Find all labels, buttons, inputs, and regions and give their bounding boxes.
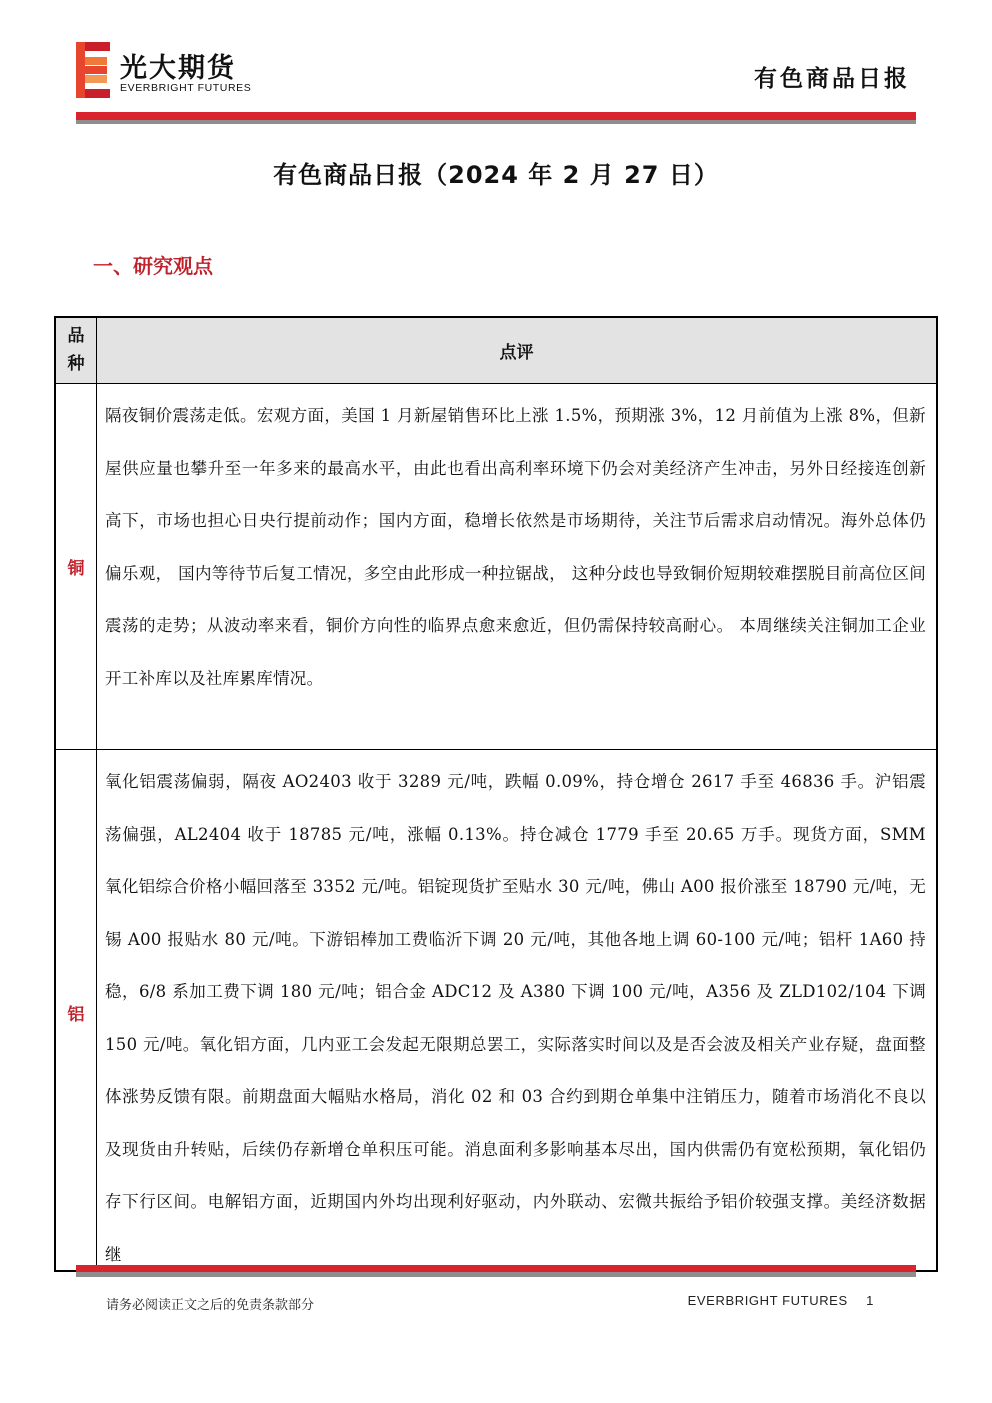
everbright-logo-icon <box>76 42 110 98</box>
table-header-row <box>56 318 936 384</box>
research-table <box>54 316 938 1272</box>
report-name: 有色商品日报 <box>754 66 910 92</box>
footer-rule <box>76 1265 916 1272</box>
section-heading: 一、研究观点 <box>93 254 213 278</box>
company-logo <box>76 42 286 100</box>
table-row-copper <box>56 384 936 750</box>
footer-brand-page <box>688 1293 874 1308</box>
logo-english-name: EVERBRIGHT FUTURES <box>120 82 252 94</box>
document-title: 有色商品日报（2024 年 2 月 27 日） <box>273 161 719 189</box>
variety-copper: 铜 <box>67 559 85 579</box>
header-comment: 点评 <box>499 343 534 363</box>
comment-copper: 隔夜铜价震荡走低。宏观方面，美国 1 月新屋销售环比上涨 1.5%，预期涨 3%，12 月前值为上涨 8%，但新屋供应量也攀升至一年多来的最高水平，由此也看出高利率环境下仍会对美经济产生冲击，另外日经接连创新高下，市场也担心日央行提前动作；国内方面，稳增长依然是市场期待，关注节后需求启动情况。海外总体仍偏乐观， 国内等待节后复工情况，多空由此形成一种拉锯战， 这种分歧也导致铜价短期较难摆脱目前高位区间震荡的走势；从波动率来看，铜价方向性的临界点愈来愈近，但仍需保持较高耐心。 本周继续关注铜加工企业开工补库以及社库累库情况。 <box>105 406 926 688</box>
variety-aluminum: 铝 <box>67 1005 85 1025</box>
page-number: 1 <box>866 1293 874 1308</box>
comment-aluminum: 氧化铝震荡偏弱，隔夜 AO2403 收于 3289 元/吨，跌幅 0.09%，持仓增仓 2617 手至 46836 手。沪铝震荡偏强，AL2404 收于 18785 元/吨，涨幅 0.13%。持仓减仓 1779 手至 20.65 万手。现货方面，SMM 氧化铝综合价格小幅回落至 3352 元/吨。铝锭现货扩至贴水 30 元/吨，佛山 A00 报价涨至 18790 元/吨，无锡 A00 报贴水 80 元/吨。下游铝棒加工费临沂下调 20 元/吨，其他各地上调 60-100 元/吨；铝杆 1A60 持稳，6/8 系加工费下调 180 元/吨；铝合金 ADC12 及 A380 下调 100 元/吨，A356 及 ZLD102/104 下调 150 元/吨。氧化铝方面，几内亚工会发起无限期总罢工，实际落实时间以及是否会波及相关产业存疑，盘面整体涨势反馈有限。前期盘面大幅贴水格局，消化 02 和 03 合约到期仓单集中注销压力，随着市场消化不良以及现货由升转贴，后续仍存新增仓单积压可能。消息面利多影响基本尽出，国内供需仍有宽松预期，氧化铝仍存下行区间。电解铝方面，近期国内外均出现利好驱动，内外联动、宏微共振给予铝价较强支撑。美经济数据继 <box>105 772 926 1264</box>
footer-brand: EVERBRIGHT FUTURES <box>687 1293 848 1308</box>
table-row-aluminum <box>56 750 936 1272</box>
logo-chinese-name: 光大期货 <box>120 53 236 84</box>
disclaimer-note: 请务必阅读正文之后的免责条款部分 <box>106 1298 315 1313</box>
header-rule <box>76 112 916 120</box>
header-variety: 品 种 <box>67 326 85 374</box>
